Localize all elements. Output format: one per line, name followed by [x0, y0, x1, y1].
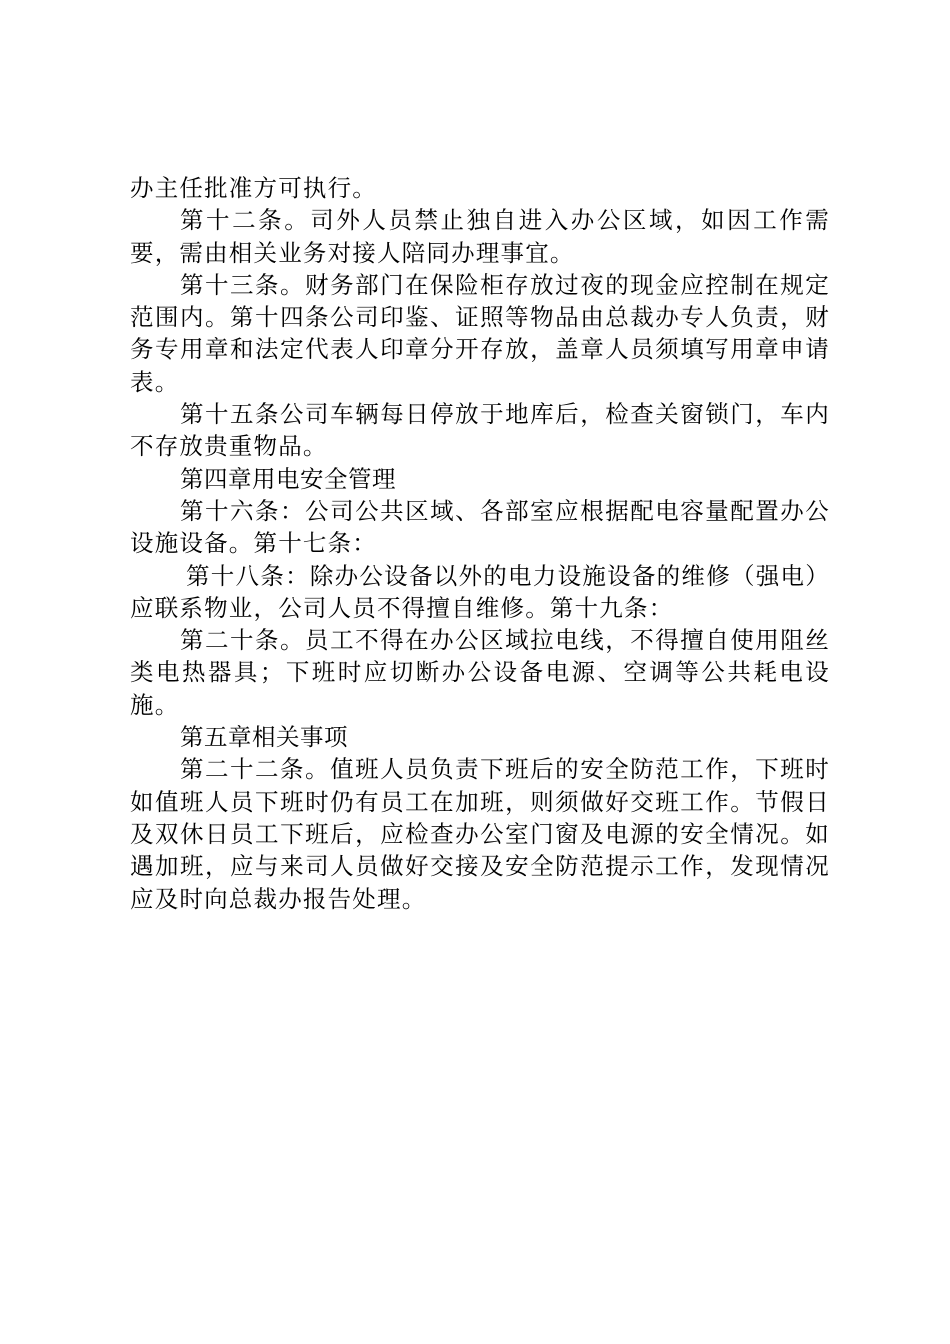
- chapter-4-heading: 第四章用电安全管理: [180, 464, 396, 493]
- article-22: 第二十二条。值班人员负责下班后的安全防范工作，下班时如值班人员下班时仍有员工在加班，则须做好交班工作。节假日及双休日员工下班后，应检查办公室门窗及电源的安全情况。如遇加班，应与来司人员做好交接及安全防范提示工作，发现情况应及时向总裁办报告处理。: [130, 755, 830, 913]
- article-12: 第十二条。司外人员禁止独自进入办公区域，如因工作需要，需由相关业务对接人陪同办理事宜。: [130, 206, 830, 267]
- article-16-17: 第十六条：公司公共区域、各部室应根据配电容量配置办公设施设备。第十七条：: [130, 496, 830, 558]
- article-18-19: 第十八条：除办公设备以外的电力设施设备的维修（强电）应联系物业，公司人员不得擅自维修。第十九条：: [130, 561, 830, 622]
- chapter-5-heading: 第五章相关事项: [180, 723, 348, 752]
- paragraph-continuation: 办主任批准方可执行。: [130, 174, 377, 202]
- document-body: [130, 172, 830, 915]
- article-13-14: 第十三条。财务部门在保险柜存放过夜的现金应控制在规定范围内。第十四条公司印鉴、证照等物品由总裁办专人负责，财务专用章和法定代表人印章分开存放，盖章人员须填写用章申请表。: [130, 270, 830, 396]
- article-20: 第二十条。员工不得在办公区域拉电线，不得擅自使用阻丝类电热器具；下班时应切断办公设备电源、空调等公共耗电设施。: [130, 626, 830, 719]
- article-15: 第十五条公司车辆每日停放于地库后，检查关窗锁门，车内不存放贵重物品。: [130, 400, 830, 461]
